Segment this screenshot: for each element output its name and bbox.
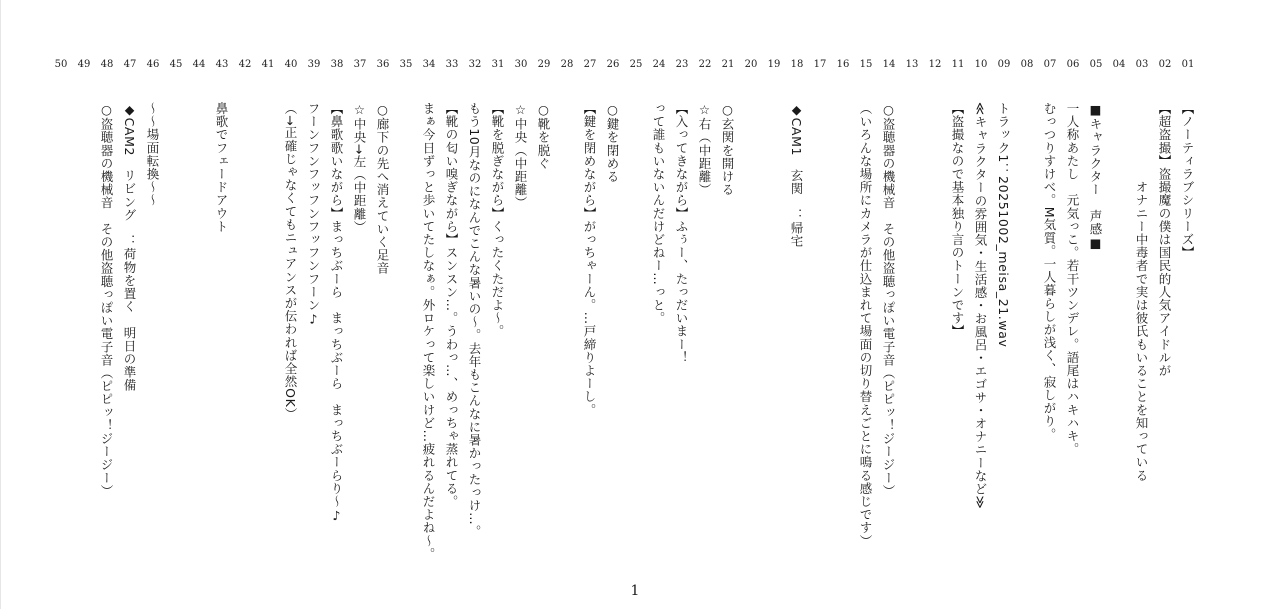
script-line: ☆中央（中距離） [513,102,528,210]
column-number: 27 [583,59,597,70]
script-line: ■キャラクター 声感■ [1088,102,1103,252]
script-line: フーンフンフッフンフッフンフーン♪ [306,102,321,328]
script-line: ☆中央→左（中距離） [352,102,367,234]
script-line: ◆CAM1 玄関 ：帰宅 [789,102,804,248]
script-line: 【超盗撮】盗撮魔の僕は国民的人気アイドルが [1157,102,1172,378]
script-line: 【靴の匂い嗅ぎながら】スンスン…。うわっ…、めっちゃ蒸れてる。 [444,102,459,509]
column-number: 30 [514,59,528,70]
column-number: 46 [146,59,160,70]
script-line: トラック1：20251002_meisa_21.wav [996,102,1011,348]
script-line: 鼻歌でフェードアウト [214,102,229,233]
column-number: 47 [123,59,137,70]
script-line: 【盗撮なので基本独り言のトーンです】 [950,102,965,338]
column-number: 13 [905,59,919,70]
column-number: 07 [1043,59,1057,70]
script-line: 一人称あたし 元気っこ。若干ツンデレ。語尾はハキハキ。 [1065,102,1080,456]
column-number: 35 [399,59,413,70]
column-number: 09 [997,59,1011,70]
script-line: ○盗聴器の機械音 その他盗聴っぽい電子音（ピピッ！ジージー） [881,102,896,498]
script-line: ≪キャラクターの雰囲気・生活感・お風呂・エゴサ・オナニーなど≫ [973,102,988,510]
column-number: 12 [928,59,942,70]
column-number: 44 [192,59,206,70]
script-line: ○廊下の先へ消えていく足音 [375,102,390,275]
script-line: オナニー中毒者で実は彼氏もいることを知っている [1134,102,1149,482]
column-number: 19 [767,59,781,70]
column-number: 10 [974,59,988,70]
script-line: ○玄関を開ける [720,102,735,197]
script-line: むっつりすけべ。M気質。一人暮らしが浅く、寂しがり。 [1042,102,1057,441]
column-number: 17 [813,59,827,70]
column-number: 43 [215,59,229,70]
page-number: 1 [630,583,640,599]
column-number: 03 [1135,59,1149,70]
script-line: ◆CAM2 リビング ：荷物を置く 明日の準備 [122,102,137,392]
column-number: 41 [261,59,275,70]
script-line: 【鼻歌歌いながら】まっちぶーら まっちぶーら まっちぶーらり～♪ [329,102,344,524]
script-line: ☆右（中距離） [697,102,712,197]
column-number: 20 [744,59,758,70]
column-number: 23 [675,59,689,70]
column-number: 37 [353,59,367,70]
column-number: 39 [307,59,321,70]
script-line: ○鍵を閉める [605,102,620,184]
column-number: 34 [422,59,436,70]
column-number: 11 [951,59,965,70]
column-number: 48 [100,59,114,70]
column-number: 05 [1089,59,1103,70]
column-number: 04 [1112,59,1126,70]
column-number: 29 [537,59,551,70]
script-line: （いろんな場所にカメラが仕込まれて場面の切り替えごとに鳴る感じです） [858,102,873,548]
column-number: 22 [698,59,712,70]
column-number: 31 [491,59,505,70]
column-number: 24 [652,59,666,70]
column-number: 08 [1020,59,1034,70]
column-number: 38 [330,59,344,70]
script-line: 【ノーティラブシリーズ】 [1180,102,1195,260]
column-number: 26 [606,59,620,70]
column-number: 36 [376,59,390,70]
script-line: ○盗聴器の機械音 その他盗聴っぽい電子音（ピピッ！ジージー） [99,102,114,498]
script-line: ～～場面転換～～ [145,102,160,207]
column-number: 42 [238,59,252,70]
column-number: 28 [560,59,574,70]
script-line: って誰もいないんだけどねー…っと。 [651,102,666,325]
column-number: 50 [54,59,68,70]
column-number: 33 [445,59,459,70]
script-line: 【鍵を閉めながら】がっちゃーん。…戸締りよーし。 [582,102,597,417]
column-number: 49 [77,59,91,70]
script-line: ○靴を脱ぐ [536,102,551,170]
column-number: 01 [1181,59,1195,70]
column-number: 16 [836,59,850,70]
column-number: 18 [790,59,804,70]
column-number: 02 [1158,59,1172,70]
column-number: 15 [859,59,873,70]
column-number: 25 [629,59,643,70]
column-number: 45 [169,59,183,70]
column-number: 40 [284,59,298,70]
script-line: （→正確じゃなくてもニュアンスが伝われば全然OK） [283,102,298,421]
column-number: 32 [468,59,482,70]
script-line: もう10月なのになんでこんな暑いの～。去年もこんなに暑かったっけ…。 [467,102,482,539]
column-number: 06 [1066,59,1080,70]
script-line: 【靴を脱ぎながら】くったくただよ～。 [490,102,505,338]
script-line: まぁ今日ずっと歩いてたしなぁ。外ロケって楽しいけど…疲れるんだよね～。 [421,102,436,561]
script-line: 【入ってきながら】ふぅー、たっだいまー！ [674,102,689,364]
column-number: 14 [882,59,896,70]
column-number: 21 [721,59,735,70]
